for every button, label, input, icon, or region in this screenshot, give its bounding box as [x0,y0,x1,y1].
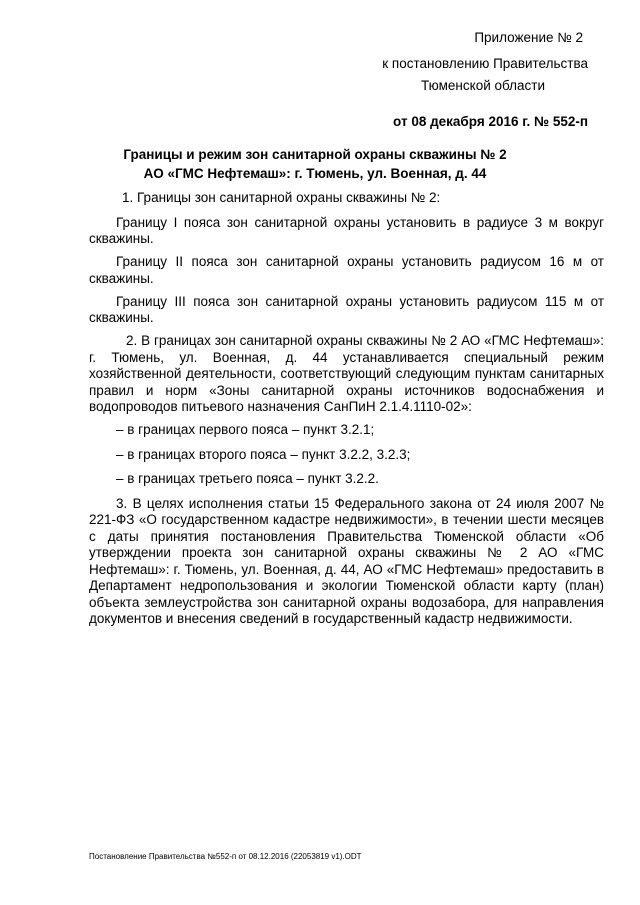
document-title [100,145,530,183]
document-footer: Постановление Правительства №552-п от 08.12.2016 (22053819 v1).ODT [89,852,362,861]
document-header [348,27,588,133]
section-3-paragraph: 3. В целях исполнения статьи 15 Федерального закона от 24 июля 2007 № 221-ФЗ «О государственном кадастре недвижимости», в течении шести месяцев с даты принятия постановления Правительства Тюменской области «Об утверждении проекта зон санитарной охраны скважины № 2 АО «ГМС Нефтемаш»: г. Тюмень, ул. Военная, д. 44, АО «ГМС Нефтемаш» предоставить в Департамент недропользования и экологии Тюменской области карту (план) объекта землеустройства зон санитарной охраны водозабора, для направления документов и внесения сведений в государственный кадастр недвижимости. [89,495,604,626]
list-item-second-zone: – в границах второго пояса – пункт 3.2.2, 3.2.3; [116,446,411,462]
appendix-label: Приложение № 2 [474,30,583,45]
zone-3-paragraph: Границу III пояса зон санитарной охраны установить радиусом 115 м от скважины. [89,293,604,325]
section-2-paragraph: 2. В границах зон санитарной охраны скважины № 2 АО «ГМС Нефтемаш»: г. Тюмень, ул. Военная, д. 44 устанавливается специальный режим хозяйственной деятельности, соответствующий следующим пунктам санитарных правил и норм «Зоны санитарной охраны источников водоснабжения и водопроводов питьевого назначения СанПиН 2.1.4.1110-02»: [89,333,604,414]
document-body [89,190,604,634]
zone-1-paragraph: Границу I пояса зон санитарной охраны установить в радиусе 3 м вокруг скважины. [89,214,604,246]
resolution-reference: к постановлению Правительства [382,56,588,71]
zone-2-paragraph: Границу II пояса зон санитарной охраны установить радиусом 16 м от скважины. [89,254,604,286]
list-item-first-zone: – в границах первого пояса – пункт 3.2.1; [116,422,375,437]
region-label: Тюменской области [421,78,545,93]
title-line-2: АО «ГМС Нефтемаш»: г. Тюмень, ул. Военная, д. 44 [143,166,487,181]
section-1-heading: 1. Границы зон санитарной охраны скважины № 2: [122,190,441,205]
list-item-third-zone: – в границах третьего пояса – пункт 3.2.2. [116,471,379,486]
resolution-date-number: от 08 декабря 2016 г. № 552-п [393,114,588,129]
title-line-1: Границы и режим зон санитарной охраны скважины № 2 [123,147,507,162]
